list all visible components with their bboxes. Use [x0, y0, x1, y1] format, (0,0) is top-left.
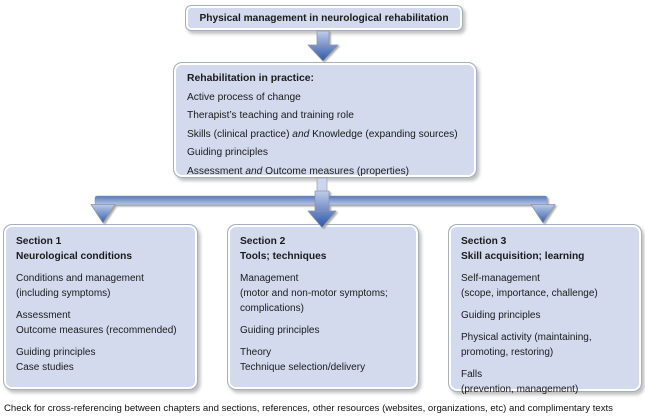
section-3-subtitle: Skill acquisition; learning [461, 251, 585, 262]
item-line: Self-management [461, 273, 540, 284]
item-group [461, 367, 629, 397]
title-text: Physical management in neurological rehabilitation [199, 12, 449, 24]
item-line: Guiding principles [16, 347, 96, 358]
item-line: (prevention, management) [461, 384, 579, 395]
center-arrow-shaft [315, 191, 329, 212]
item-line: Falls [461, 369, 483, 380]
practice-line: Active process of change [187, 92, 301, 103]
practice-line: Assessment and Outcome measures (properties) [187, 165, 409, 177]
practice-line: Therapist’s teaching and training role [187, 110, 354, 122]
item-line: Conditions and management [16, 273, 144, 284]
item-group [16, 345, 185, 375]
item-line: Theory [240, 347, 272, 358]
arrowhead-down [308, 45, 338, 61]
section-2-items [240, 271, 406, 375]
practice-lines [187, 89, 463, 181]
item-group [240, 345, 406, 375]
item-line: Management [240, 273, 299, 284]
item-line: Guiding principles [461, 310, 541, 321]
item-group [461, 271, 629, 301]
arrowhead-left [91, 205, 115, 224]
arrowhead-center [308, 211, 336, 228]
item-line: promoting, restoring) [461, 347, 554, 358]
branch-arrows [83, 178, 567, 230]
practice-heading: Rehabilitation in practice: [187, 73, 315, 84]
arrowhead-right [531, 205, 555, 224]
item-line: (motor and non-motor symptoms; [240, 288, 388, 299]
item-group [240, 271, 406, 316]
item-line: complications) [240, 303, 304, 314]
item-line: (including symptoms) [16, 288, 111, 299]
item-line: (scope, importance, challenge) [461, 288, 598, 299]
item-line: Physical activity (maintaining, [461, 332, 592, 343]
section-2-box [227, 224, 419, 390]
section-1-items [16, 271, 185, 375]
practice-line: Guiding principles [187, 147, 268, 159]
item-group [461, 330, 629, 360]
section-2-subtitle: Tools; techniques [240, 251, 327, 262]
item-line: Guiding principles [240, 325, 320, 336]
item-line: Outcome measures (recommended) [16, 325, 177, 336]
practice-line: Skills (clinical practice) and Knowledge (expanding sources) [187, 128, 458, 140]
footer-note: Check for cross-referencing between chapters and sections, references, other resources (websites, organizations, etc) and complimentary texts [4, 403, 613, 414]
section-3-box [448, 224, 642, 395]
item-group [461, 308, 629, 323]
item-group [240, 323, 406, 338]
item-line: Technique selection/delivery [240, 362, 366, 373]
section-3-items [461, 271, 629, 397]
item-line: Case studies [16, 362, 74, 373]
section-1-box [3, 224, 198, 390]
section-1-subtitle: Neurological conditions [16, 251, 133, 262]
section-2-title: Section 2 [240, 236, 286, 247]
section-3-title: Section 3 [461, 236, 507, 247]
practice-box [173, 62, 477, 178]
title-box [185, 5, 463, 31]
arrow-shaft [317, 31, 329, 46]
down-arrow-icon [304, 31, 342, 62]
section-1-title: Section 1 [16, 236, 62, 247]
item-group [16, 308, 185, 338]
item-group [16, 271, 185, 301]
item-line: Assessment [16, 310, 71, 321]
